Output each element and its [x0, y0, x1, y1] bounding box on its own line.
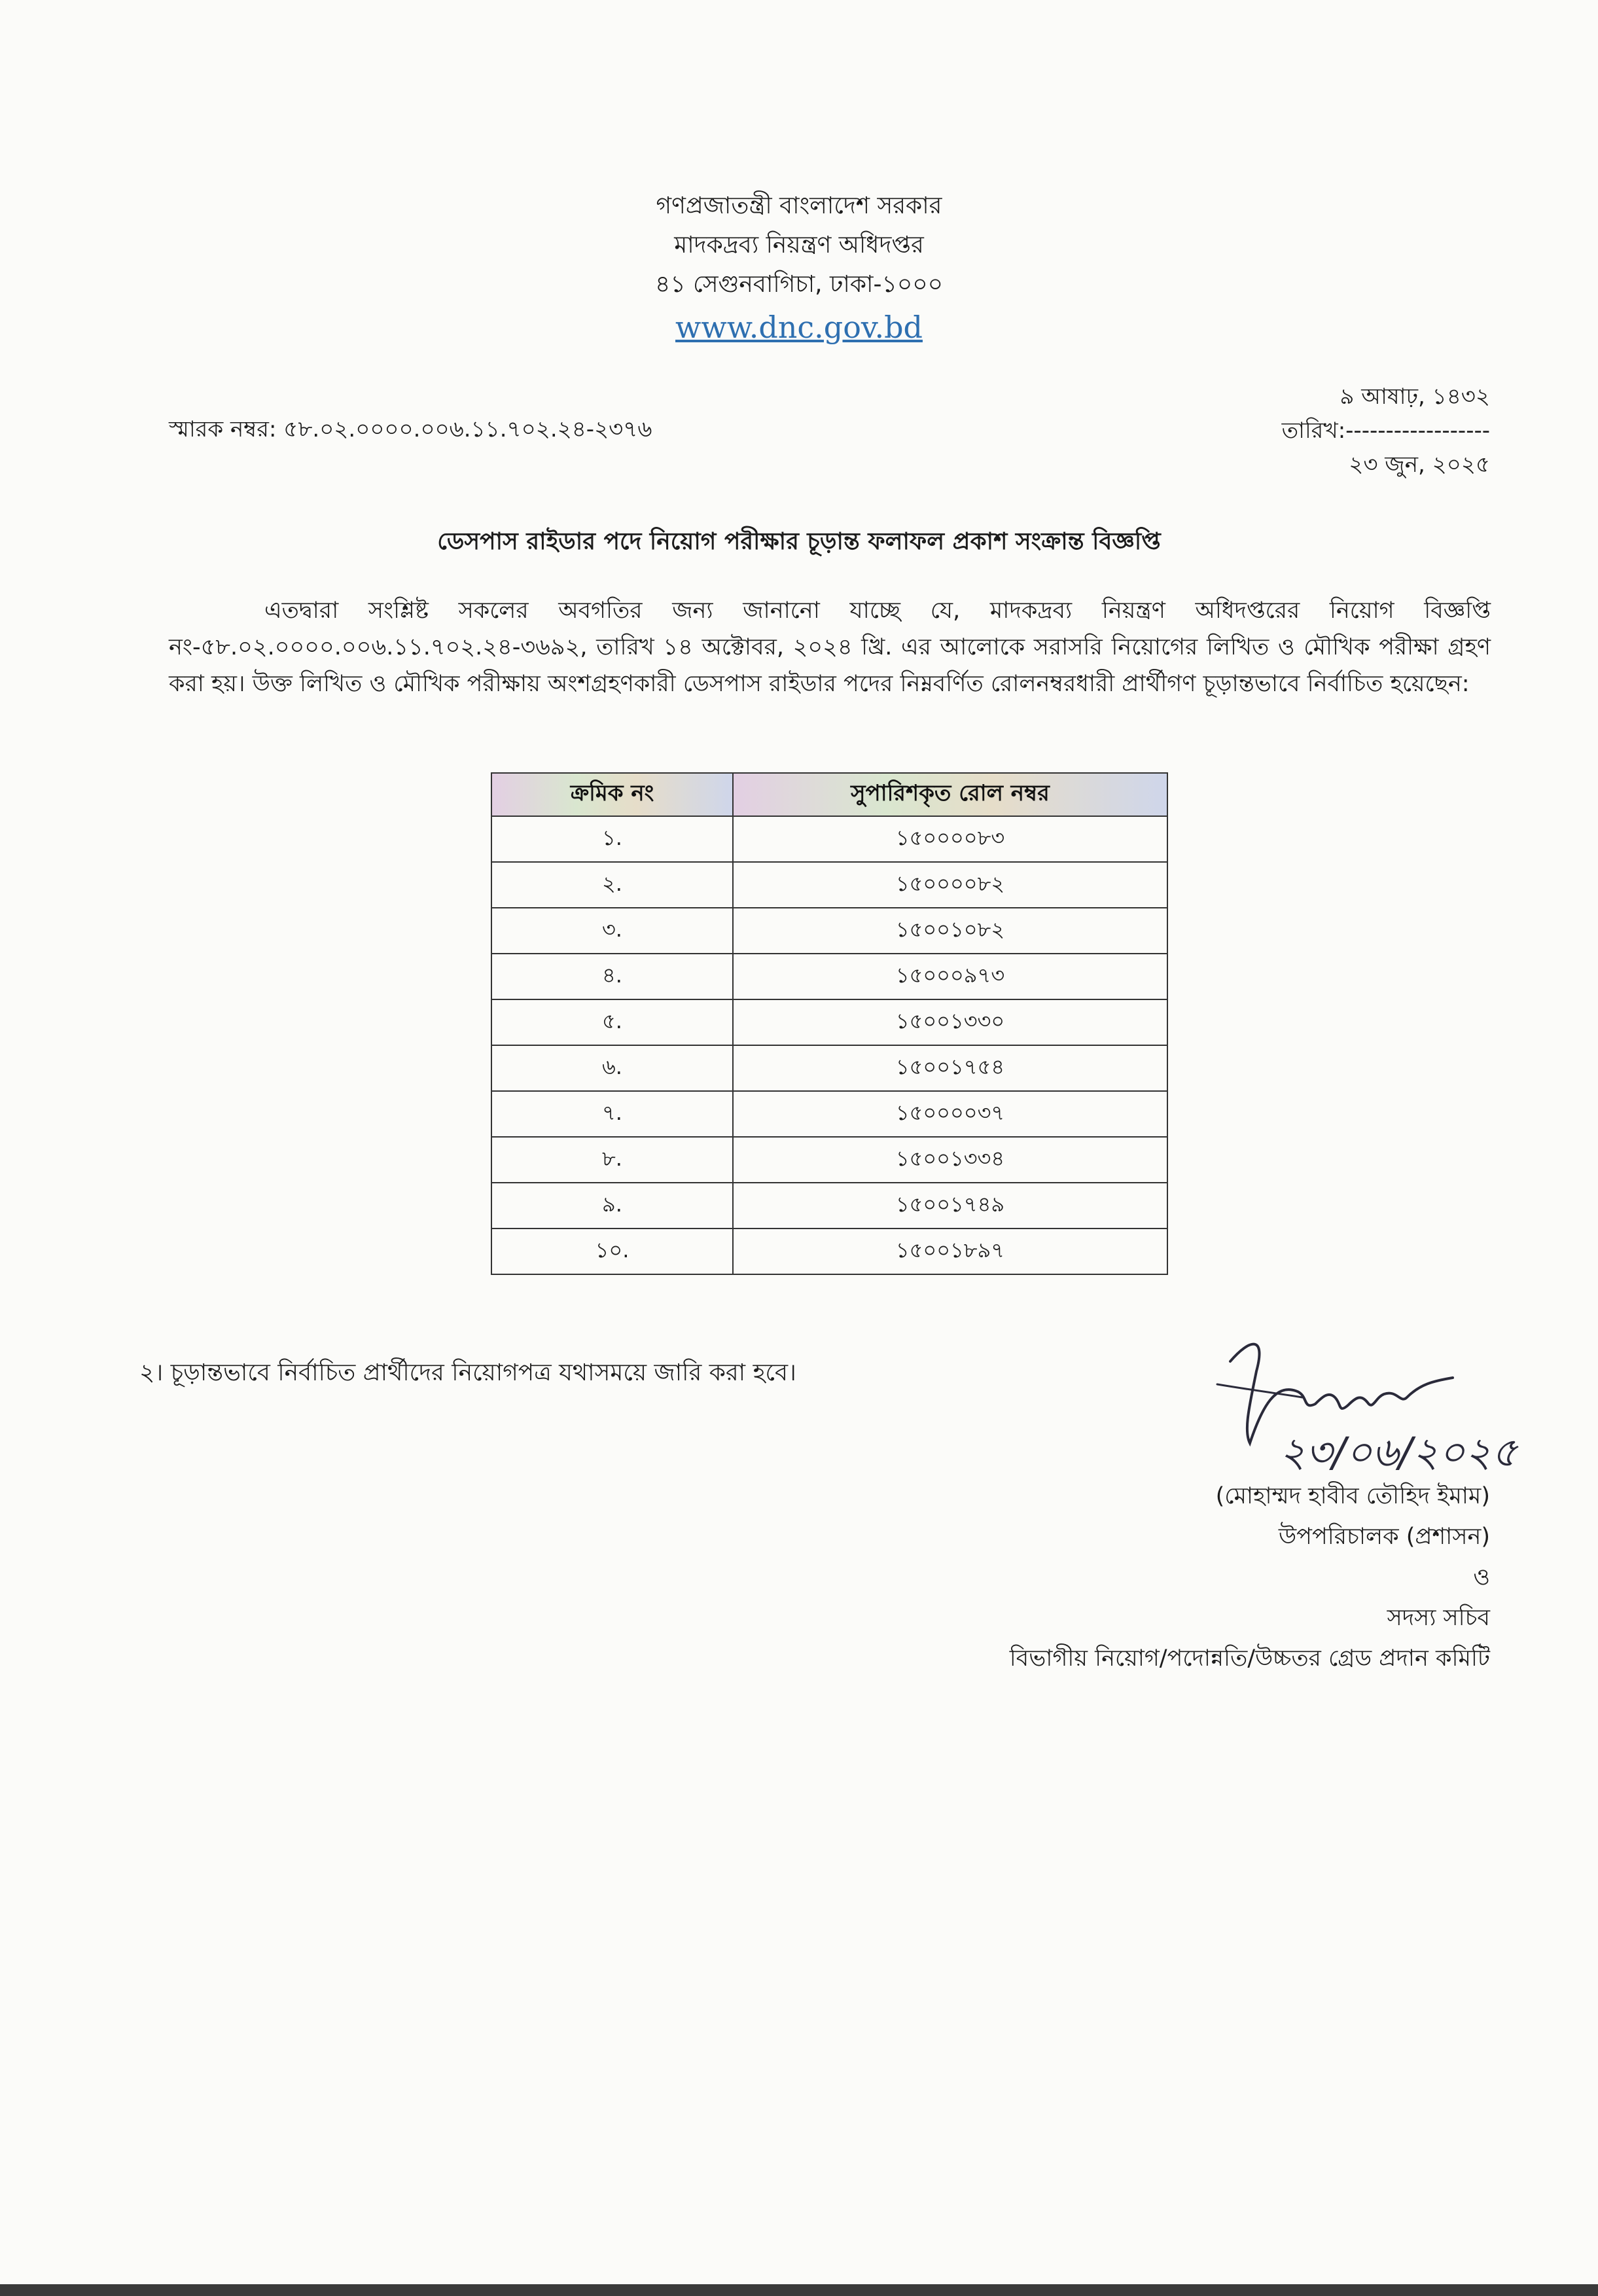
- committee-name: বিভাগীয় নিয়োগ/পদোন্নতি/উচ্চতর গ্রেড প্রদান কমিটি: [1009, 1645, 1490, 1672]
- scan-edge: [0, 2284, 1598, 2296]
- handwritten-signature: [1204, 1332, 1531, 1489]
- signatory-role: সদস্য সচিব: [1387, 1605, 1490, 1631]
- table-row: [491, 1229, 1167, 1274]
- roll-cell: ১৫০০১৮৯৭: [733, 1229, 1167, 1274]
- memo-label: স্মারক নম্বর:: [169, 416, 277, 442]
- table-row: [491, 999, 1167, 1045]
- result-table: [491, 772, 1168, 1275]
- memo-number: [169, 412, 652, 450]
- roll-cell: ১৫০০১৭৪৯: [733, 1183, 1167, 1229]
- roll-cell: ১৫০০১৩৩০: [733, 999, 1167, 1045]
- department-name: মাদকদ্রব্য নিয়ন্ত্রণ অধিদপ্তর: [674, 232, 924, 259]
- date-label: তারিখ:------------------: [1281, 418, 1490, 444]
- memo-value: ৫৮.০২.০০০০.০০৬.১১.৭০২.২৪-২৩৭৬: [283, 416, 652, 442]
- table-row: [491, 954, 1167, 999]
- table-row: [491, 862, 1167, 908]
- signatory-name: (মোহাম্মদ হাবীব তৌহিদ ইমাম): [1215, 1483, 1490, 1509]
- table-header-row: [491, 773, 1167, 816]
- date-english: ২৩ জুন, ২০২৫: [1349, 452, 1490, 478]
- serial-cell: ৬.: [491, 1045, 733, 1091]
- letterhead: [0, 187, 1598, 350]
- government-name: গণপ্রজাতন্ত্রী বাংলাদেশ সরকার: [656, 192, 942, 219]
- roll-cell: ১৫০০১০৮২: [733, 908, 1167, 954]
- notice-title: ডেসপাস রাইডার পদে নিয়োগ পরীক্ষার চূড়ান্ত ফলাফল প্রকাশ সংক্রান্ত বিজ্ঞপ্তি: [437, 528, 1161, 555]
- header-roll: সুপারিশকৃত রোল নম্বর: [733, 773, 1167, 816]
- signature-block: [770, 1476, 1490, 1679]
- serial-cell: ৭.: [491, 1091, 733, 1137]
- serial-cell: ৫.: [491, 999, 733, 1045]
- table-row: [491, 1183, 1167, 1229]
- signature-date: ২৩/০৬/২০২৫: [1279, 1428, 1518, 1476]
- serial-cell: ১০.: [491, 1229, 733, 1274]
- serial-cell: ১.: [491, 816, 733, 862]
- date-bangla: ৯ আষাঢ়, ১৪৩২: [1340, 384, 1490, 410]
- serial-cell: ৯.: [491, 1183, 733, 1229]
- website-link[interactable]: www.dnc.gov.bd: [675, 310, 923, 345]
- table-row: [491, 816, 1167, 862]
- roll-cell: ১৫০০০০৮২: [733, 862, 1167, 908]
- roll-cell: ১৫০০১৭৫৪: [733, 1045, 1167, 1091]
- signatory-designation: উপপরিচালক (প্রশাসন): [1278, 1524, 1490, 1550]
- roll-cell: ১৫০০০০৩৭: [733, 1091, 1167, 1137]
- signatory-conjunction: ও: [1473, 1564, 1490, 1590]
- date-block: [1032, 380, 1490, 482]
- table-row: [491, 1137, 1167, 1183]
- roll-cell: ১৫০০১৩৩৪: [733, 1137, 1167, 1183]
- roll-cell: ১৫০০০০৮৩: [733, 816, 1167, 862]
- serial-cell: ৩.: [491, 908, 733, 954]
- table-row: [491, 908, 1167, 954]
- header-serial: ক্রমিক নং: [491, 773, 733, 816]
- serial-cell: ৮.: [491, 1137, 733, 1183]
- office-address: ৪১ সেগুনবাগিচা, ঢাকা-১০০০: [654, 271, 944, 298]
- table-row: [491, 1091, 1167, 1137]
- roll-cell: ১৫০০০৯৭৩: [733, 954, 1167, 999]
- serial-cell: ৪.: [491, 954, 733, 999]
- notice-body: এতদ্বারা সংশ্লিষ্ট সকলের অবগতির জন্য জানানো যাচ্ছে যে, মাদকদ্রব্য নিয়ন্ত্রণ অধিদপ্তরের নিয়োগ বিজ্ঞপ্তি নং-৫৮.০২.০০০০.০০৬.১১.৭০২.২৪-৩৬৯২, তারিখ ১৪ অক্টোবর, ২০২৪ খ্রি. এর আলোকে সরাসরি নিয়োগের লিখিত ও মৌখিক পরীক্ষা গ্রহণ করা হয়। উক্ত লিখিত ও মৌখিক পরীক্ষায় অংশগ্রহণকারী ডেসপাস রাইডার পদের নিম্নবর্ণিত রোলনম্বরধারী প্রার্থীগণ চূড়ান্তভাবে নির্বাচিত হয়েছেন:: [169, 598, 1491, 697]
- issuance-note: ২। চূড়ান্তভাবে নির্বাচিত প্রার্থীদের নিয়োগপত্র যথাসময়ে জারি করা হবে।: [139, 1359, 796, 1386]
- serial-cell: ২.: [491, 862, 733, 908]
- table-row: [491, 1045, 1167, 1091]
